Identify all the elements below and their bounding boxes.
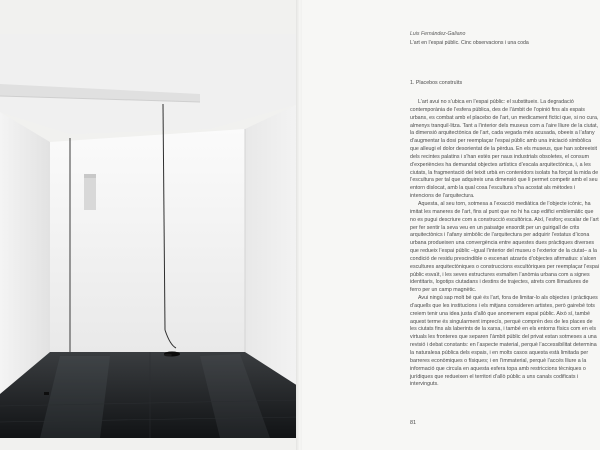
paragraph: Avui ningú sap molt bé què és l’art, fora de limitar-lo als objectes i pràctiques d’aquells que les institucions i els mitjans consideren artistes, però gairebé tots creiem tenir una idea justa d’allò que anomenem espai públic. Això sí, també aquest terme és singularment imprecís, perquè comprèn des de les places de les ciutats fins als laberints de la xarxa, i també en els entorns físics com en els virtuals les fronteres que separen l’àmbit públic del privat estan sotmeses a una revisió i debat constants: en l’aspecte material, perquè l’accessibilitat determina la naturalesa pública dels espais, i en molts casos aquesta està limitada per barreres econòmiques o físiques; i en l’immaterial, perquè l’accés lliure a la informació que circula en aquesta esfera topa amb restriccions tècniques o jurídiques que redueixen el territori d’allò públic a uns canals codificats i intervinguts. bbox=[410, 295, 598, 388]
essay-body bbox=[410, 99, 600, 389]
left-page bbox=[0, 0, 298, 450]
essay-author: Luis Fernández-Galiano bbox=[410, 31, 466, 37]
gallery-installation-photo bbox=[0, 34, 298, 438]
paragraph: L’art avui no s’ubica en l’espai públic: el substitueix. La degradació contemporània de l’esfera pública, des de l’àmbit de l’opinió fins als espais urbans, es combat amb el placebo de l’art, un medicament fictici que, si no cura, almenys tranquil·litza. Tant a l’interior dels museus com a l’aire lliure de la ciutat, la dimensió arquitectònica de l’art, cada vegada més acusada, obeeix a l’afany d’augmentar la dosi per reemplaçar l’espai públic amb una iniciació simbòlica que alleugi el dolor desorientat de la pèrdua. En els museus, que han sobreeixit dels recintes palatins i s’han estès per naus industrials obsoletes, el consum d’experiències ha demandat objectes artístics d’escala arquitectònica, i, a les ciutats, la fragmentació del teixit urbà en contenidors isolats ha forçat la mida de l’escultura per tal que adquireix una dimensió que li permet competir amb el seu entorn dislocat, amb la qual cosa l’escultura s’ha acostat als mètodes i intencions de l’arquitectura. bbox=[410, 99, 599, 200]
paragraph: Aquesta, al seu torn, sotmesa a l’exacció mediàtica de l’objecte icònic, ha imitat les maneres de l’art, fins al punt que no hi ha cap edifici emblemàtic que no es pugui descriure com a construcció escultòrica. Així, l’esforç escalar de l’art per fer sentir la seva veu en un paisatge ensordit per un guirigall de crits arquitectònics i l’afany simbòlic de l’arquitectura per adquirir l’estatus d’icona urbana produeixen una convergència entre aquestes dues pràctiques diverses que redueix l’espai públic –igual l’interior del museu o l’exterior de la ciutat– a la condició de residu prescindible o escenari atzarós d’objectes afirmatius: s’alcen escultures arquitectòniques o construccions escultòriques per reemplaçar l’espai públic esvaït, i les seves estructures esmalten l’anòmia urbana com a signes identitaris, logotips ciutadans i destins de trajectes, atrets com llimadures de ferro per un camp magnètic. bbox=[410, 200, 600, 294]
page-number: 81 bbox=[410, 420, 416, 426]
section-heading: 1. Placebos construïts bbox=[410, 80, 463, 86]
essay-title: L’art en l’espai públic. Cinc observacions i una coda bbox=[410, 40, 529, 46]
